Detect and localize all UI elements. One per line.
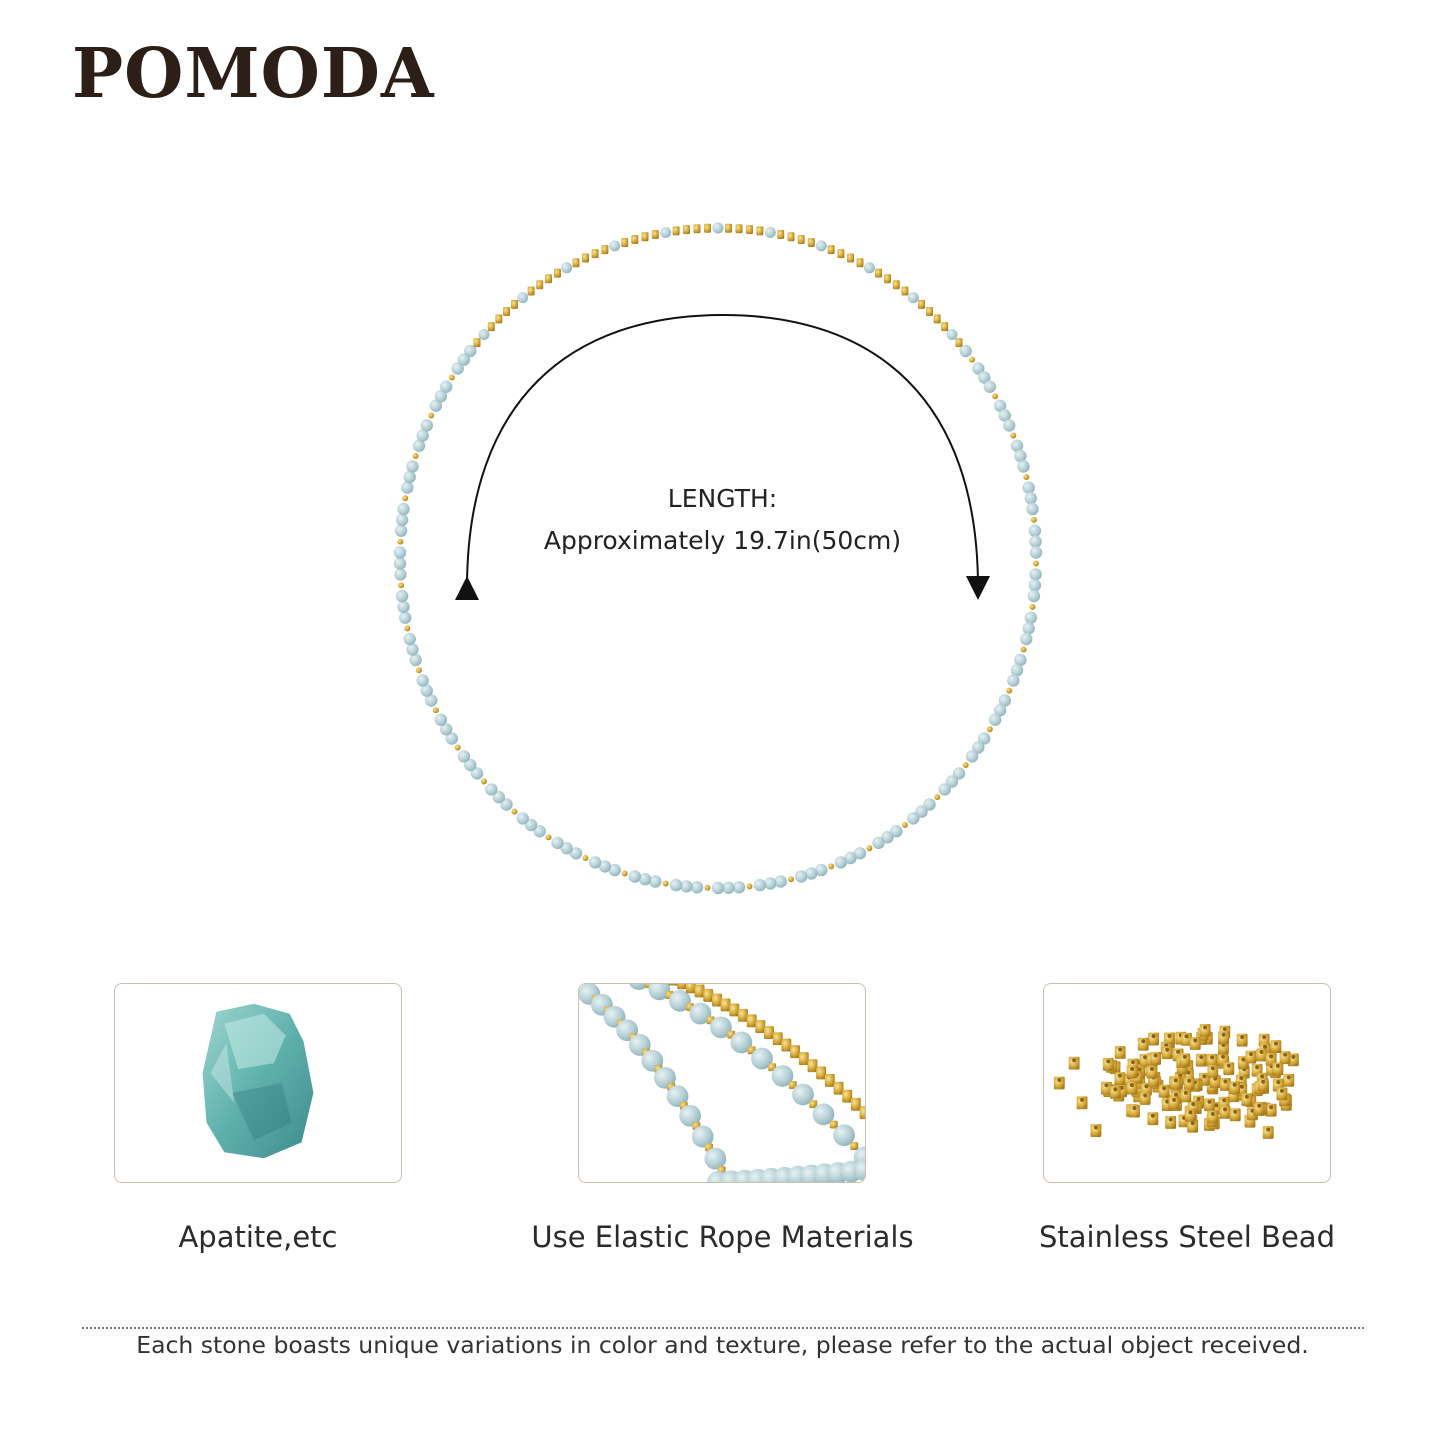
- elastic-rope-caption: Use Elastic Rope Materials: [531, 1220, 914, 1254]
- gold-beads-pile-icon: [1044, 984, 1330, 1182]
- brand-logo: POMODA: [72, 34, 435, 114]
- apatite-stone-icon: [115, 984, 401, 1182]
- steel-bead-card: [1043, 983, 1331, 1183]
- elastic-rope-card: [578, 983, 866, 1183]
- steel-bead-caption: Stainless Steel Bead: [1039, 1220, 1335, 1254]
- length-value: Approximately 19.7in(50cm): [543, 526, 902, 555]
- beaded-strands-icon: [579, 984, 865, 1182]
- disclaimer-note: Each stone boasts unique variations in color and texture, please refer to the actual object received.: [136, 1331, 1309, 1359]
- apatite-caption: Apatite,etc: [178, 1220, 338, 1254]
- apatite-card: [114, 983, 402, 1183]
- necklace-bead-strand: [394, 223, 1042, 895]
- divider: [82, 1327, 1364, 1329]
- length-label: LENGTH:: [667, 484, 778, 513]
